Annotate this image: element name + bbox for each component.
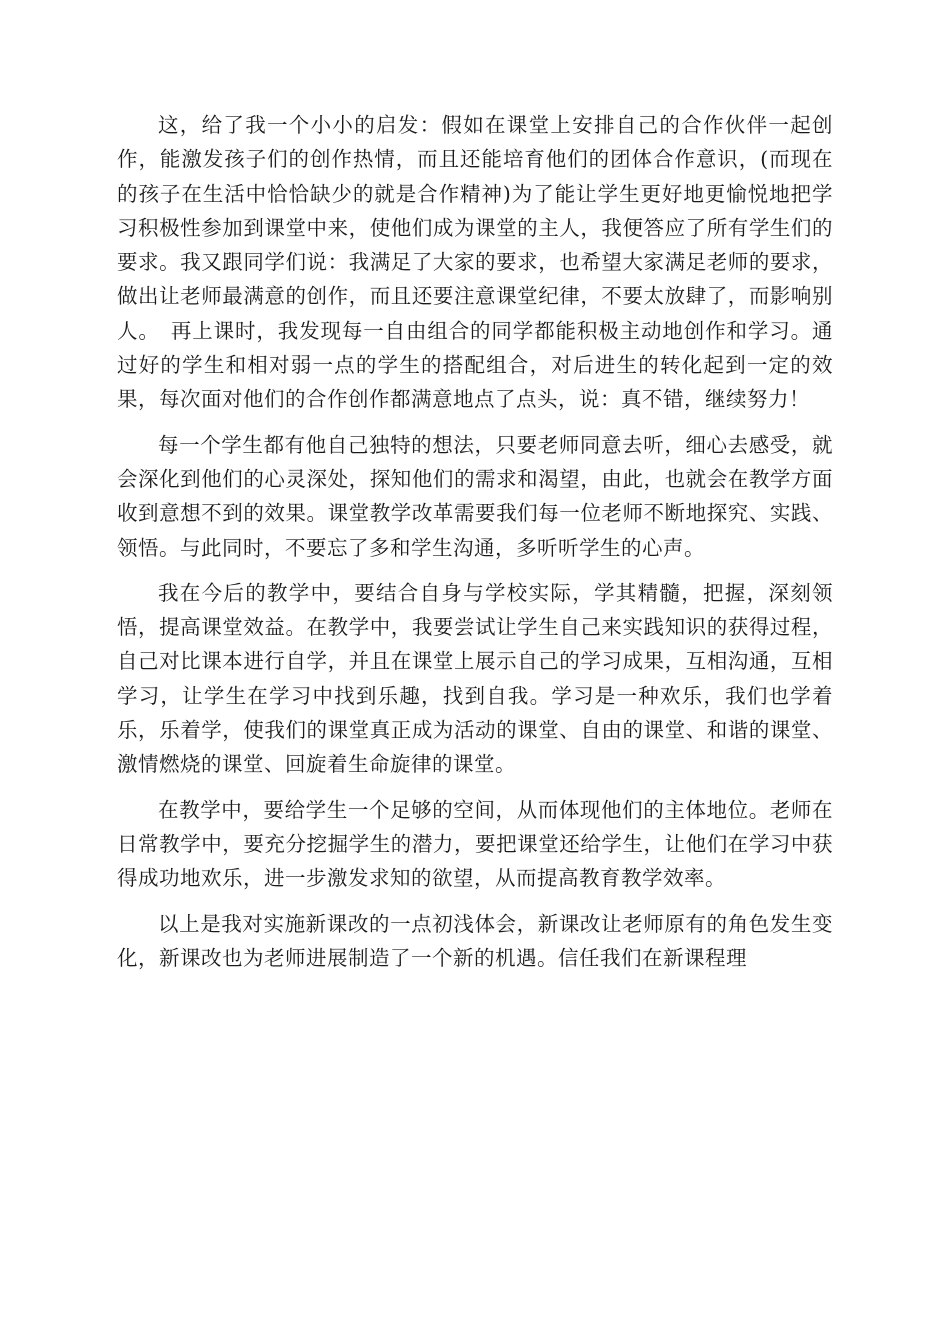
document-body (117, 108, 833, 975)
paragraph-5: 以上是我对实施新课改的一点初浅体会，新课改让老师原有的角色发生变化，新课改也为老师进展制造了一个新的机遇。信任我们在新课程理 (117, 911, 833, 970)
paragraph-1: 这，给了我一个小小的启发：假如在课堂上安排自己的合作伙伴一起创作，能激发孩子们的创作热情，而且还能培育他们的团体合作意识，(而现在的孩子在生活中恰恰缺少的就是合作精神)为了能让学生更好地更愉悦地把学习积极性参加到课堂中来，使他们成为课堂的主人，我便答应了所有学生们的要求。我又跟同学们说：我满足了大家的要求，也希望大家满足老师的要求，做出让老师最满意的创作，而且还要注意课堂纪律，不要太放肆了，而影响别人。 再上课时，我发现每一自由组合的同学都能积极主动地创作和学习。通过好的学生和相对弱一点的学生的搭配组合，对后进生的转化起到一定的效果，每次面对他们的合作创作都满意地点了点头，说：真不错，继续努力！ (117, 113, 833, 412)
paragraph-2: 每一个学生都有他自己独特的想法，只要老师同意去听，细心去感受，就会深化到他们的心灵深处，探知他们的需求和渴望，由此，也就会在教学方面收到意想不到的效果。课堂教学改革需要我们每一位老师不断地探究、实践、领悟。与此同时，不要忘了多和学生沟通，多听听学生的心声。 (117, 432, 833, 560)
paragraph-4: 在教学中，要给学生一个足够的空间，从而体现他们的主体地位。老师在日常教学中，要充分挖掘学生的潜力，要把课堂还给学生，让他们在学习中获得成功地欢乐，进一步激发求知的欲望，从而提高教育教学效率。 (117, 797, 833, 891)
paragraph-3: 我在今后的教学中，要结合自身与学校实际，学其精髓，把握，深刻领悟，提高课堂效益。在教学中，我要尝试让学生自己来实践知识的获得过程，自己对比课本进行自学，并且在课堂上展示自己的学习成果，互相沟通，互相学习，让学生在学习中找到乐趣，找到自我。学习是一种欢乐，我们也学着乐，乐着学，使我们的课堂真正成为活动的课堂、自由的课堂、和谐的课堂、激情燃烧的课堂、回旋着生命旋律的课堂。 (117, 580, 833, 777)
